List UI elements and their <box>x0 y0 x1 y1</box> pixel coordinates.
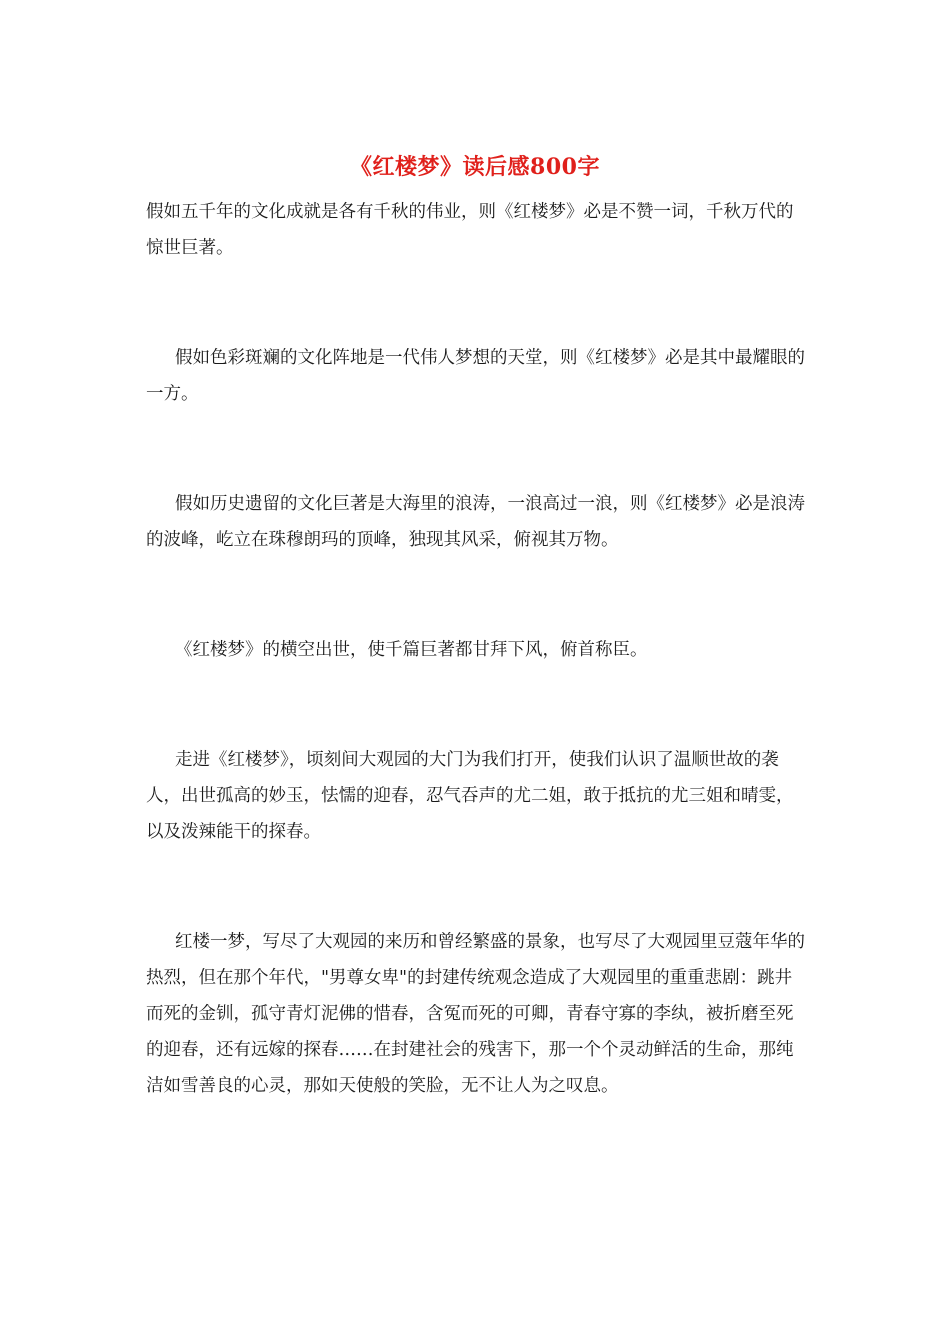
paragraph-2: 假如色彩斑斓的文化阵地是一代伟人梦想的天堂，则《红楼梦》必是其中最耀眼的一方。 <box>146 348 805 404</box>
document-title: 《红楼梦》读后感800字 <box>350 154 600 180</box>
paragraph-3: 假如历史遗留的文化巨著是大海里的浪涛，一浪高过一浪，则《红楼梦》必是浪涛的波峰，屹立在珠穆朗玛的顶峰，独现其风采，俯视其万物。 <box>146 494 805 550</box>
paragraph-6: 红楼一梦，写尽了大观园的来历和曾经繁盛的景象，也写尽了大观园里豆蔻年华的热烈，但在那个年代，"男尊女卑"的封建传统观念造成了大观园里的重重悲剧：跳井而死的金钏，孤守青灯泥佛的惜春，含冤而死的可卿，青春守寡的李纨，被折磨至死的迎春，还有远嫁的探春……在封建社会的残害下，那一个个灵动鲜活的生命，那纯洁如雪善良的心灵，那如天使般的笑脸，无不让人为之叹息。 <box>146 932 805 1096</box>
document-body <box>146 194 806 1104</box>
paragraph-4: 《红楼梦》的横空出世，使千篇巨著都甘拜下风，俯首称臣。 <box>175 640 648 660</box>
paragraph-5: 走进《红楼梦》，顷刻间大观园的大门为我们打开，使我们认识了温顺世故的袭人，出世孤高的妙玉，怯懦的迎春，忍气吞声的尤二姐，敢于抵抗的尤三姐和晴雯，以及泼辣能干的探春。 <box>146 750 794 842</box>
paragraph-1: 假如五千年的文化成就是各有千秋的伟业，则《红楼梦》必是不赞一词，千秋万代的惊世巨著。 <box>146 202 794 258</box>
